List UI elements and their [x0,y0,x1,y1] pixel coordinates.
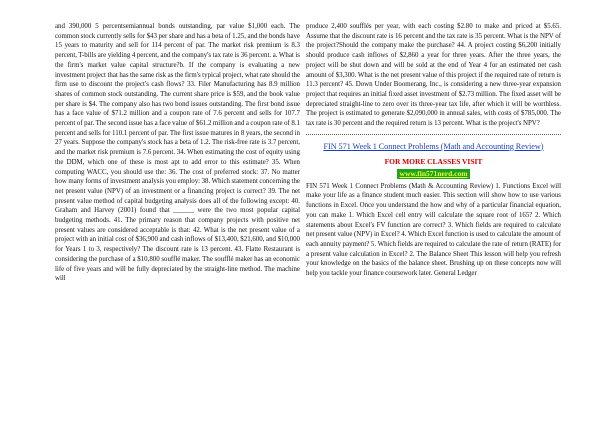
section-divider [306,134,561,135]
right-column-bottom-text: FIN 571 Week 1 Connect Problems (Math & Accounting Review) 1. Functions Excel will make your life as a finance student much easier. This section will show how to use various functions in Excel. Once you understand the how and why of a particular financial equation, you can make 1. Which Excel cell entry will calculate the square root of 165? 2. Which statements about Excel's FV function are correct? 3. Which fields are required to calculate net present value (NPV) in Excel? 4. Which Excel function is used to calculate the amount of each annuity payment? 5. Which fields are required to calculate the rate of return (RATE) for a present value calculation in Excel? 2. The Balance Sheet This lesson will help you refresh your knowledge on the basics of the balance sheet. Brushing up on these concepts now will help you tackle your finance coursework later. General Ledger [306,182,561,278]
left-column-text: and 390,000 5 percentsemiannual bonds outstanding, par value $1,000 each. The common stock currently sells for $43 per share and has a beta of 1.25, and the bonds have 15 years to maturity and sell for 114 percent of par. The market risk premium is 8.3 percent, T-bills are yielding 4 percent, and the company's tax rate is 36 percent. a. What is the firm's market value capital structure?b. If the company is evaluating a new investment project that has the same risk as the firm's typical project, what rate should the firm use to discount the project's cash flows? 33. Filer Manufacturing has 8.9 million shares of common stock outstanding. The current share price is $59, and the book value per share is $4. The company also has two bond issues outstanding. The first bond issue has a face value of $71.2 million and a coupon rate of 7.6 percent and sells for 107.7 percent of par. The second issue has a face value of $61.2 million and a coupon rate of 8.1 percent and sells for 110.1 percent of par. The first issue matures in 8 years, the second in 27 years. Suppose the company's stock has a beta of 1.2. The risk-free rate is 3.7 percent, and the market risk premium is 7.6 percent. 34. When estimating the cost of equity using the DDM, which one of these is most apt to add error to this estimate? 35. When computing WACC, you should use the: 36. The cost of preferred stock: 37. No matter how many forms of investment analysis you employ: 38. Which statement concerning the net present value (NPV) of an investment or a financing project is correct? 39. The net present value method of capital budgeting analysis does all of the following except: 40. Graham and Harvey (2001) found that ______ were the two most popular capital budgeting methods. 41. The primary reason that company projects with positive net present values are considered acceptable is that: 42. What is the net present value of a project with an initial cost of $36,900 and cash inflows of $13,400, $21,600, and $10,000 for Years 1 to 3, respectively? The discount rate is 13 percent. 43. Flatte Restaurant is considering the purchase of a $10,800 soufflé maker. The soufflé maker has an economic life of five years and will be fully depreciated by the straight-line method. The machine will [55,23,300,283]
site-link[interactable]: www.fin571nerd.com [397,169,471,179]
left-column [55,22,300,284]
section-title-link[interactable]: FIN 571 Week 1 Connect Problems (Math and Accounting Review) [323,141,544,151]
promo-banner: FOR MORE CLASSES VISIT [384,156,483,166]
right-column-top-text: produce 2,400 soufflés per year, with each costing $2.80 to make and priced at $5.65. Assume that the discount rate is 16 percent and the tax rate is 35 percent. What is the NPV of the project?Should the company make the purchase? 44. A project costing $6,200 initially should produce cash inflows of $2,860 a year for three years. After the three years, the project will be shut down and will be sold at the end of Year 4 for an estimated net cash amount of $3,300. What is the net present value of this project if the required rate of return is 11.3 percent? 45. Down Under Boomerang, Inc., is considering a new three-year expansion project that requires an initial fixed asset investment of $2.73 million. The fixed asset will be depreciated straight-line to zero over its three-year tax life, after which it will be worthless. The project is estimated to generate $2,090,000 in annual sales, with costs of $785,000. The tax rate is 30 percent and the required return is 13 percent. What is the project's NPV? [306,23,561,128]
right-column [306,22,561,279]
